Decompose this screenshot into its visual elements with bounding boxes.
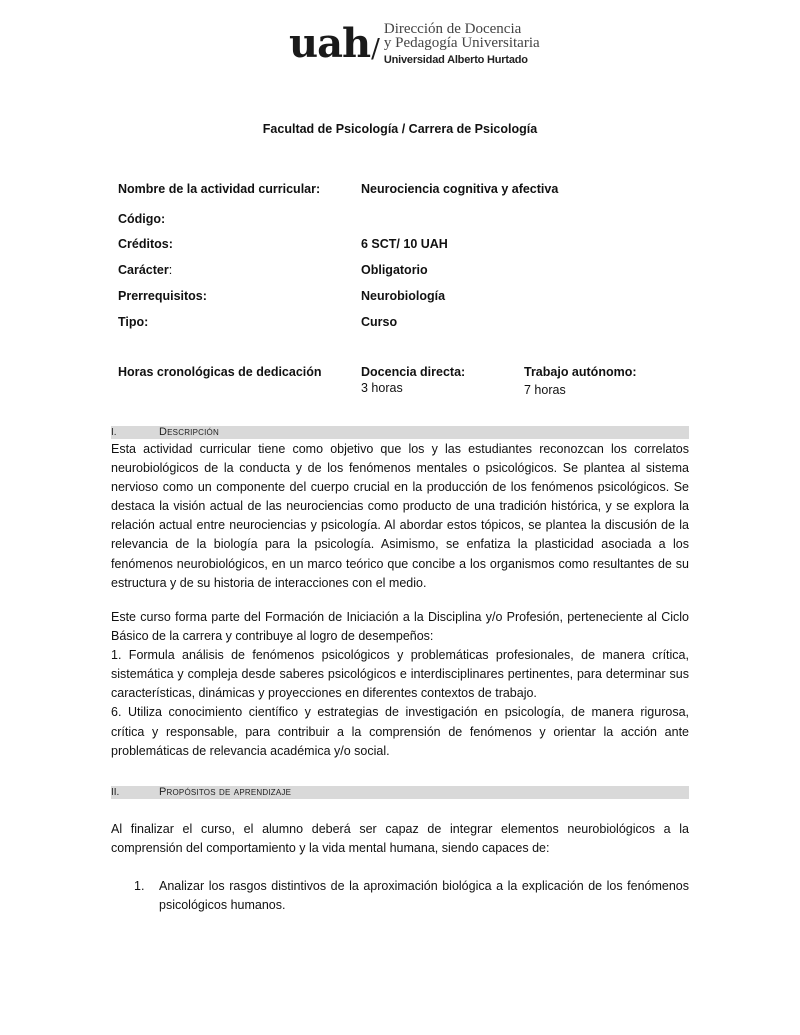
logo-slash: / (371, 34, 380, 64)
paragraph-text: Este curso forma parte del Formación de Iniciación a la Disciplina y/o Profesión, perteneciente al Ciclo Básico de la carrera y contribuye al logro de desempeños: (111, 610, 689, 644)
info-value: Obligatorio (361, 263, 428, 277)
logo-mark: uah (289, 20, 371, 67)
info-label: Prerrequisitos: (118, 289, 207, 303)
info-value: 6 SCT/ 10 UAH (361, 237, 448, 251)
info-label-suffix: : (168, 263, 173, 277)
competency-6: 6. Utiliza conocimiento científico y estrategias de investigación en psicología, de manera rigurosa, crítica y responsable, para contribuir a la comprensión de fenómenos y orientar la acción ante problemáticas de relevancia académica y/o social. (111, 705, 689, 758)
info-label: Créditos: (118, 237, 173, 251)
course-context-block (111, 608, 689, 761)
direct-hours-value: 3 horas (361, 381, 403, 395)
autonomous-hours-title: Trabajo autónomo: (524, 365, 637, 379)
purposes-intro (111, 820, 689, 858)
info-label: Código: (118, 212, 166, 226)
info-label-text: Carácter (118, 263, 169, 277)
info-value: Neurobiología (361, 289, 446, 303)
info-label (118, 263, 172, 277)
info-label: Tipo: (118, 315, 149, 329)
section-title: Propósitos de aprendizaje (159, 786, 292, 798)
section-header-purposes (111, 786, 689, 799)
section-number: I. (111, 427, 117, 438)
paragraph-text: Al finalizar el curso, el alumno deberá ser capaz de integrar elementos neurobiológicos a la comprensión del comportamiento y la vida mental humana, siendo capaces de: (111, 822, 689, 856)
logo-line-1: Dirección de Docencia (383, 21, 522, 37)
direct-hours (361, 365, 465, 395)
autonomous-hours (524, 365, 637, 397)
purposes-list (134, 877, 689, 915)
section-title: Descripción (159, 426, 219, 438)
list-item (134, 877, 689, 915)
info-value: Curso (361, 315, 398, 329)
uah-logo (289, 22, 540, 74)
description-paragraph (111, 440, 689, 593)
competency-1: 1. Formula análisis de fenómenos psicológicos y problemáticas profesionales, de manera crítica, sistemática y compleja desde saberes psicológicos e interdisciplinares pertinentes, para determinar sus características, dinámicas y proyecciones en diferentes contextos de trabajo. (111, 648, 689, 701)
autonomous-hours-value: 7 horas (524, 383, 566, 397)
logo-line-3: Universidad Alberto Hurtado (383, 54, 528, 66)
list-item-text: Analizar los rasgos distintivos de la aproximación biológica a la explicación de los fenómenos psicológicos humanos. (159, 879, 689, 913)
faculty-title: Facultad de Psicología / Carrera de Psicología (262, 122, 538, 136)
section-number: II. (111, 787, 120, 798)
hours-label: Horas cronológicas de dedicación (118, 365, 322, 379)
logo-text (384, 22, 540, 67)
paragraph-text: Esta actividad curricular tiene como objetivo que los y las estudiantes reconozcan los correlatos neurobiológicos de la conducta y de los fenómenos mentales o psicológicos. Se plantea al sistema nervioso como un componente del cuerpo crucial en la producción de los fenómenos psicológicos. Se destaca la visión actual de las neurociencias como producto de una tradición histórica, y se explora la relación actual entre neurociencias y psicología. Al abordar estos tópicos, se plantea la discusión de la relevancia de la biología para la psicología. Asimismo, se enfatiza la plasticidad asociada a los fenómenos neurobiológicos, en un marco teórico que concibe a los organismos como resultantes de su estructura y de su historia de interacciones con el medio. (111, 442, 689, 590)
direct-hours-title: Docencia directa: (361, 365, 466, 379)
info-value: Neurociencia cognitiva y afectiva (361, 182, 559, 196)
list-item-number: 1. (134, 879, 145, 893)
section-header-description (111, 426, 689, 439)
logo-line-2: y Pedagogía Universitaria (383, 35, 540, 51)
info-label: Nombre de la actividad curricular: (118, 182, 321, 196)
